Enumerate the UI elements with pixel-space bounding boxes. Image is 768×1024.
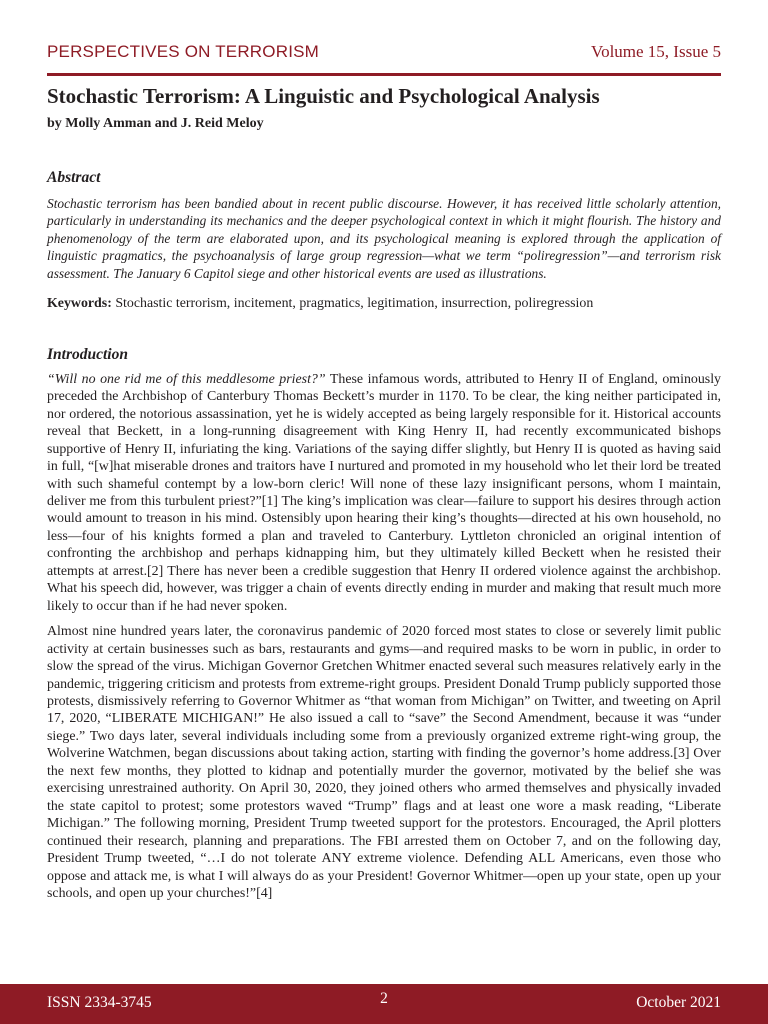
- introduction-paragraph-1: [47, 371, 721, 615]
- header-rule: [47, 73, 721, 76]
- keywords: [47, 295, 721, 312]
- keywords-label: Keywords:: [47, 296, 112, 312]
- article-title: Stochastic Terrorism: A Linguistic and Psychological Analysis: [47, 84, 600, 108]
- page-number: 2: [380, 990, 388, 1007]
- running-header: [47, 42, 721, 64]
- paragraph-1-text: These infamous words, attributed to Henry II of England, ominously preceded the Archbishop of Canterbury Thomas Beckett’s murder in 1170. To be clear, the king neither participated in, nor ordered, the notorious assassination, yet he is widely accepted as being largely responsible for it. Historical accounts reveal that Beckett, in a long-running disagreement with King Henry II, had recently excommunicated bishops supportive of Henry II, infuriating the king. Variations of the saying differ slightly, but Henry II is quoted as having said in full, “[w]hat miserable drones and traitors have I nurtured and promoted in my household who let their lord be treated with such shameful contempt by a low-born cleric! Will none of these lazy insignificant persons, whom I maintain, deliver me from this turbulent priest?”[1] The king’s implication was clear—failure to support his desires through action would amount to treason in his mind. Ostensibly upon hearing their king’s thoughts—directed at his own household, no less—four of his knights formed a plan and traveled to Canterbury. Lyttleton chronicled an original intention of confronting the archbishop and perhaps kidnapping him, but they ultimately killed Beckett when he resisted their attempts at arrest.[2] There has never been a credible suggestion that Henry II ordered violence against the archbishop. What his speech did, however, was trigger a chain of events directly ending in murder and making that result much more likely to occur than if he had never spoken.: [47, 371, 721, 614]
- introduction-paragraph-2: Almost nine hundred years later, the coronavirus pandemic of 2020 forced most states to close or severely limit public activity at certain businesses such as bars, restaurants and gyms—and required masks to be worn in public, in order to slow the spread of the virus. Michigan Governor Gretchen Whitmer enacted several such measures relatively early in the pandemic, triggering criticism and protests from extreme-right groups. President Donald Trump publicly supported those protests, dismissively referring to Governor Whitmer as “that woman from Michigan” on Twitter, and tweeting on April 17, 2020, “LIBERATE MICHIGAN!” He also issued a call to “save” the Second Amendment, because it was “under siege.” Two days later, several individuals including some from a previously organized extreme right-wing group, the Wolverine Watchmen, began discussions about taking action, starting with finding the governor’s home address.[3] Over the next few months, they plotted to kidnap and potentially murder the governor, motivated by the belief she was exercising unrestrained authority. On April 30, 2020, they joined others who armed themselves and physically invaded the state capitol to protest; some protestors waved “Trump” flags and at least one wore a mask reading, “Liberate Michigan.” The following morning, President Trump tweeted support for the protestors. Encouraged, the April plotters continued their research, planning and preparations. The FBI arrested them on October 7, and on the following day, President Trump tweeted, “…I do not tolerate ANY extreme violence. Defending ALL Americans, even those who oppose and attack me, is what I will always do as your President! Governor Whitmer—open up your state, open up your schools, and open up your churches!”[4]: [47, 624, 721, 901]
- issue-date: October 2021: [636, 994, 721, 1011]
- volume-issue: Volume 15, Issue 5: [590, 42, 721, 61]
- issn: ISSN 2334-3745: [47, 994, 152, 1011]
- introduction-heading: Introduction: [47, 345, 128, 363]
- journal-name: PERSPECTIVES ON TERRORISM: [47, 42, 320, 61]
- keywords-list: Stochastic terrorism, incitement, pragmatics, legitimation, insurrection, poliregression: [115, 296, 594, 312]
- abstract-text: Stochastic terrorism has been bandied about in recent public discourse. However, it has received little scholarly attention, particularly in understanding its mechanics and the deeper psychological context in which it might flourish. The history and phenomenology of the term are elaborated upon, and its psychological meaning is explored through the application of linguistic pragmatics, the psychoanalysis of large group regression—what we term “poliregression”—and terrorism risk assessment. The January 6 Capitol siege and other historical events are used as illustrations.: [47, 196, 721, 281]
- page-footer: [0, 984, 768, 1024]
- abstract-heading: Abstract: [47, 169, 101, 186]
- article-authors: by Molly Amman and J. Reid Meloy: [47, 116, 264, 131]
- article-body: [47, 84, 721, 902]
- opening-quote: “Will no one rid me of this meddlesome priest?”: [47, 371, 326, 387]
